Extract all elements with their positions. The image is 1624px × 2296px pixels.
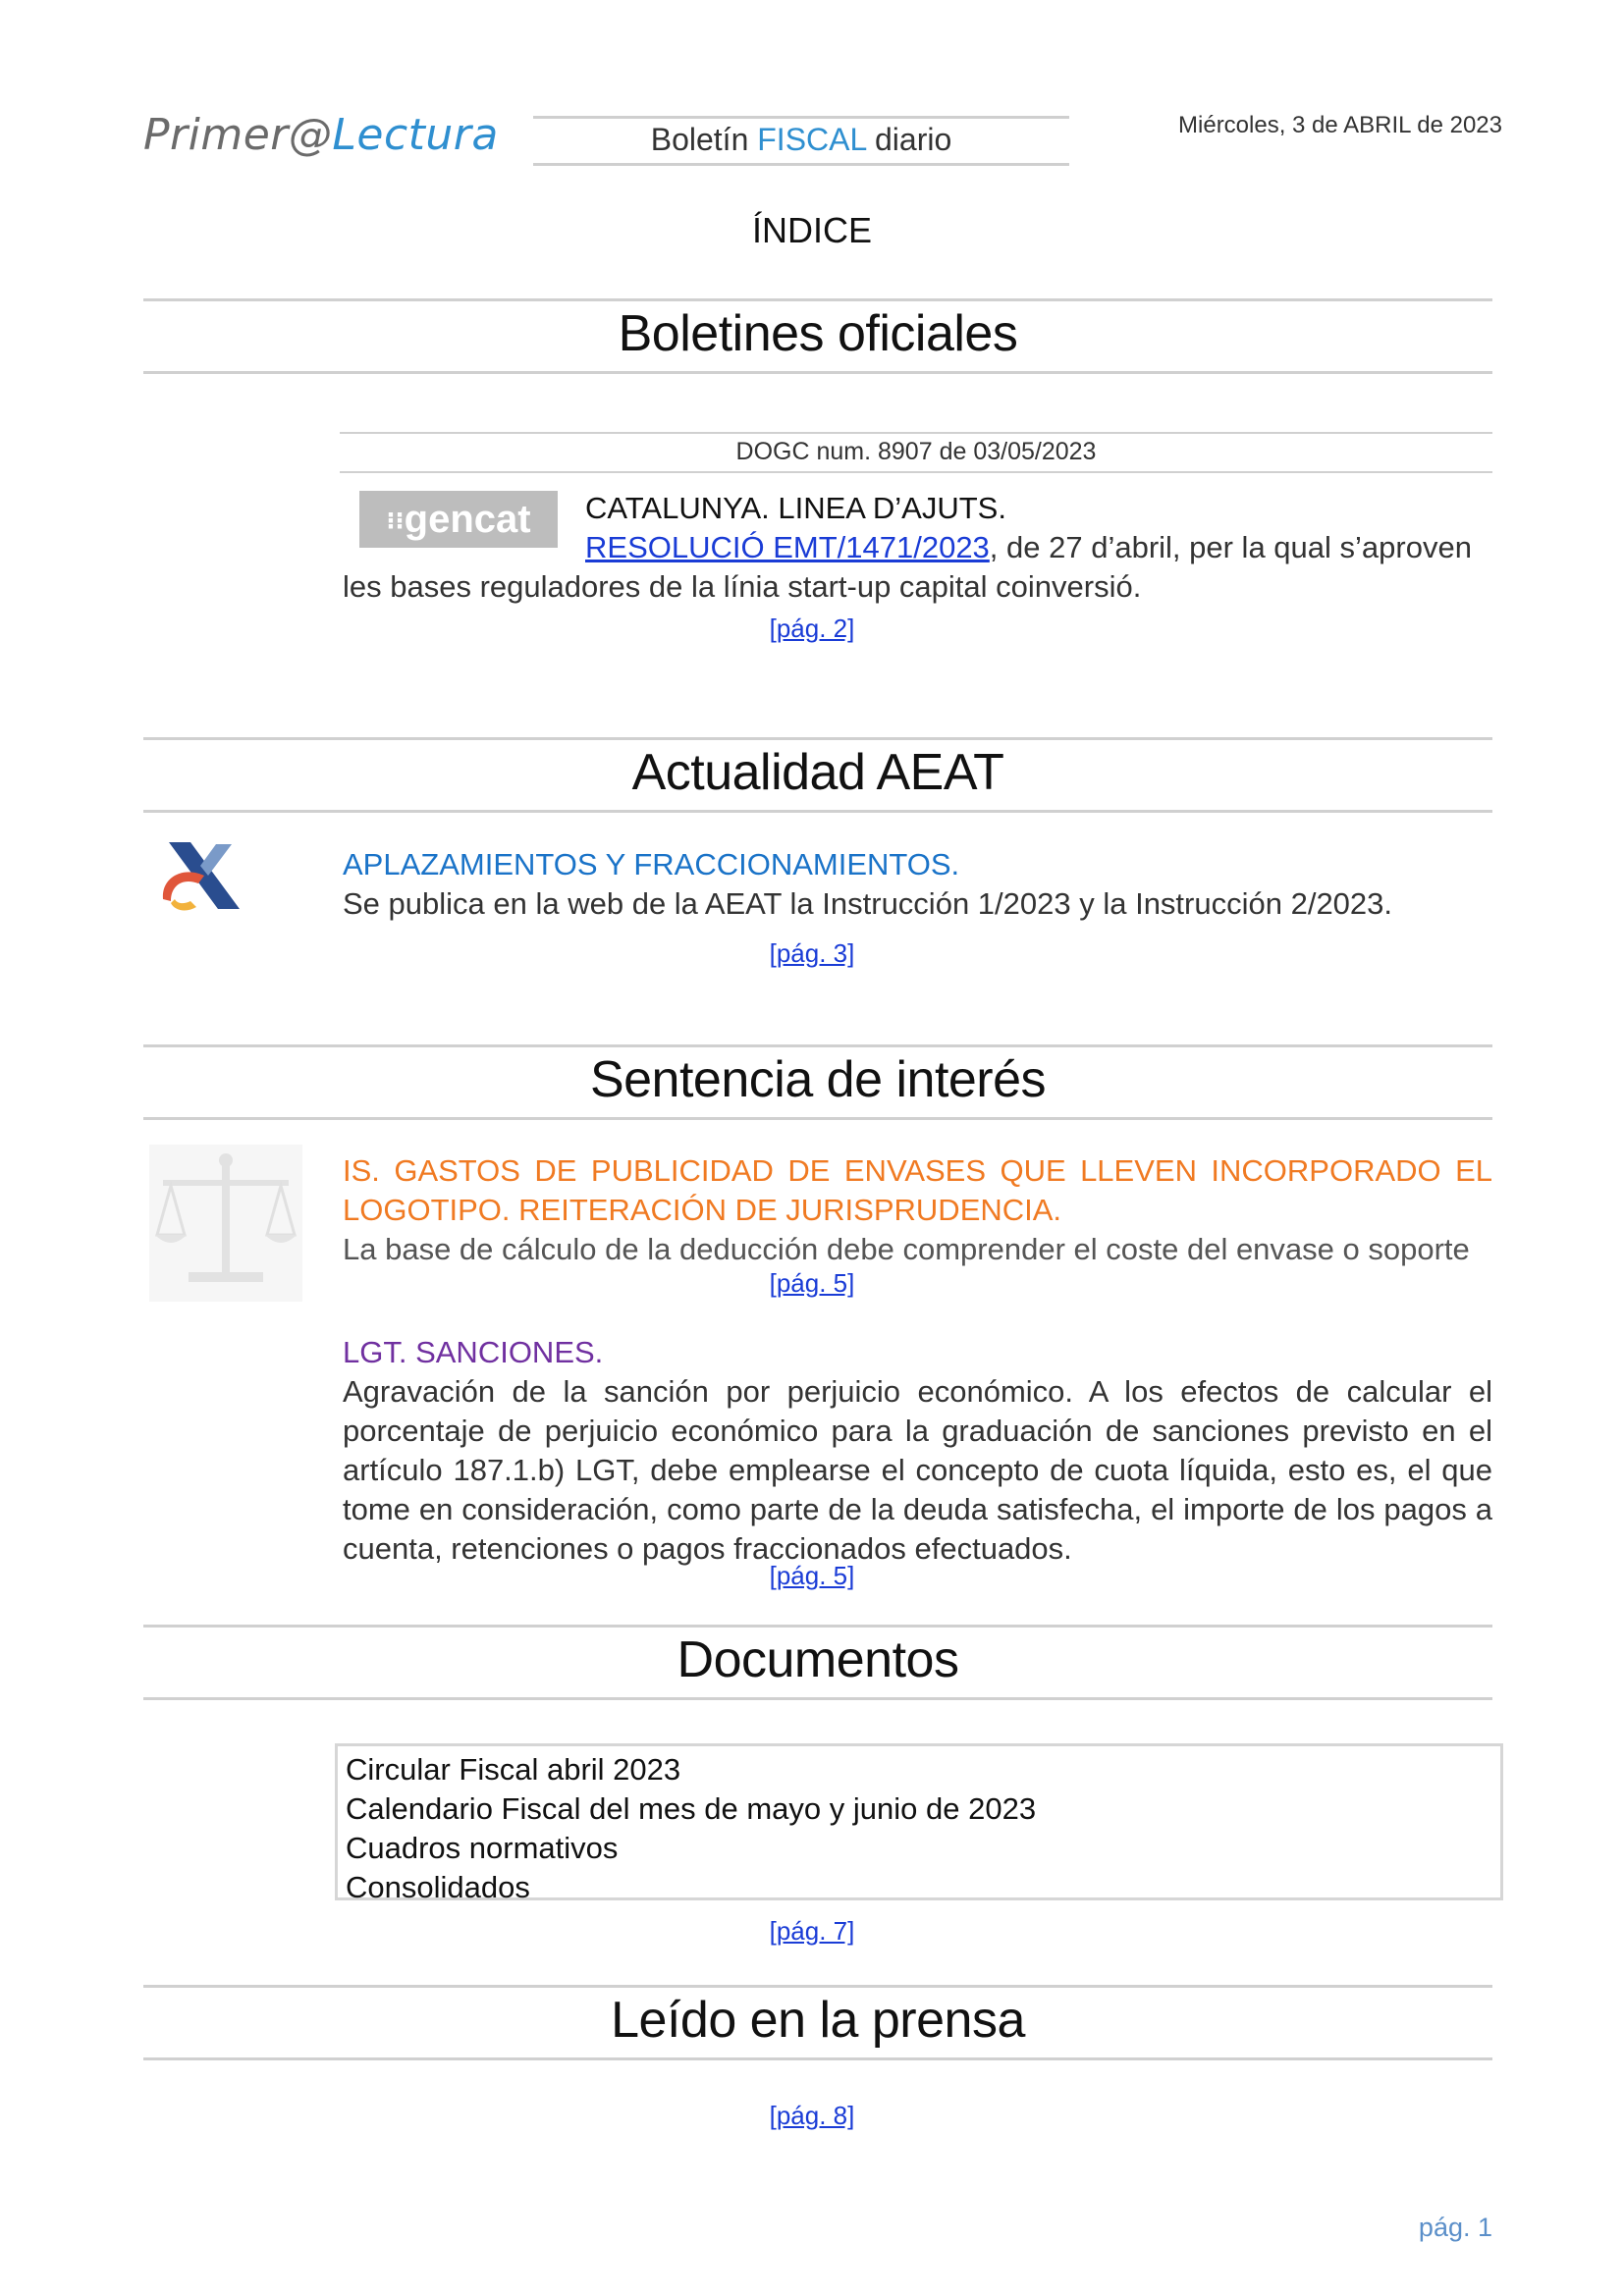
document-item[interactable]: Consolidados bbox=[346, 1870, 530, 1904]
page-ref-link[interactable]: [pág. 2] bbox=[769, 614, 855, 643]
divider bbox=[143, 2057, 1492, 2060]
boletines-body: RESOLUCIÓ EMT/1471/2023, de 27 d’abril, per la qual s’aproven bbox=[585, 530, 1472, 564]
brand-logo bbox=[143, 110, 499, 160]
section-title-sentencia: Sentencia de interés bbox=[589, 1051, 1047, 1108]
section-title-aeat: Actualidad AEAT bbox=[631, 744, 1004, 801]
divider bbox=[143, 1985, 1492, 1988]
bulletin-title-rule-bottom bbox=[533, 163, 1069, 166]
section-title-boletines: Boletines oficiales bbox=[618, 305, 1018, 362]
brand-secondary: Lectura bbox=[332, 110, 499, 160]
resolucio-link[interactable]: RESOLUCIÓ EMT/1471/2023 bbox=[585, 530, 990, 564]
aeat-text: Se publica en la web de la AEAT la Instrucción 1/2023 y la Instrucción 2/2023. bbox=[343, 886, 1393, 921]
sentencia-item2-headline: LGT. SANCIONES. bbox=[343, 1335, 604, 1369]
document-item[interactable]: Calendario Fiscal del mes de mayo y junio de 2023 bbox=[346, 1791, 1037, 1826]
page-ref-link[interactable]: [pág. 8] bbox=[769, 2101, 855, 2130]
divider bbox=[143, 1117, 1492, 1120]
page-ref-link[interactable]: [pág. 5] bbox=[769, 1561, 855, 1590]
section-title-documentos: Documentos bbox=[677, 1631, 959, 1688]
divider bbox=[143, 1625, 1492, 1628]
dogc-rule-bottom bbox=[340, 471, 1492, 473]
bulletin-fiscal: FISCAL bbox=[757, 122, 867, 157]
divider bbox=[143, 810, 1492, 813]
divider bbox=[143, 1697, 1492, 1700]
divider bbox=[143, 298, 1492, 301]
page-ref bbox=[0, 2101, 1624, 2131]
sentencia-item1-text: La base de cálculo de la deducción debe comprender el coste del envase o soporte bbox=[343, 1232, 1470, 1266]
page-ref bbox=[0, 938, 1624, 969]
documents-box bbox=[335, 1743, 1503, 1904]
divider bbox=[143, 1044, 1492, 1047]
gencat-dots-icon: ⁝⁝ bbox=[386, 507, 405, 535]
dogc-source: DOGC num. 8907 de 03/05/2023 bbox=[735, 438, 1097, 465]
boletines-headline: CATALUNYA. LINEA D’AJUTS. bbox=[585, 491, 1006, 525]
brand-primary: Primer@ bbox=[143, 110, 333, 160]
gencat-logo: ⁝⁝gencat bbox=[359, 491, 558, 548]
page-number: pág. 1 bbox=[1418, 2213, 1492, 2242]
sentencia-item1-headline-line1: IS. GASTOS DE PUBLICIDAD DE ENVASES QUE LLEVEN INCORPORADO EL bbox=[343, 1153, 1492, 1188]
section-title-prensa: Leído en la prensa bbox=[611, 1992, 1025, 2049]
aeat-headline: APLAZAMIENTOS Y FRACCIONAMIENTOS. bbox=[343, 847, 960, 881]
bulletin-title-rule-top bbox=[533, 116, 1069, 119]
document-item[interactable]: Cuadros normativos bbox=[346, 1831, 619, 1865]
document-item[interactable]: Circular Fiscal abril 2023 bbox=[346, 1752, 681, 1787]
page-ref-link[interactable]: [pág. 7] bbox=[769, 1916, 855, 1946]
bulletin-title: Boletín FISCAL diario bbox=[650, 122, 952, 157]
dogc-rule-top bbox=[340, 432, 1492, 434]
page-ref bbox=[0, 1561, 1624, 1591]
divider bbox=[143, 371, 1492, 374]
sentencia-item1-headline-line2: LOGOTIPO. REITERACIÓN DE JURISPRUDENCIA. bbox=[343, 1193, 1062, 1227]
sentencia-item2-text: Agravación de la sanción por perjuicio económico. A los efectos de calcular el porcentaje de perjuicio económico para la graduación de sanciones previsto en el artículo 187.1.b) LGT, debe emplearse el concepto de cuota líquida, esto es, el que tome en consideración, como parte de la deuda satisfecha, el importe de los pagos a cuenta, retenciones o pagos fraccionados efectuados. bbox=[343, 1374, 1492, 1566]
page-ref bbox=[0, 1268, 1624, 1299]
boletines-body-line2: les bases reguladores de la línia start-up capital coinversió. bbox=[343, 569, 1142, 604]
aeat-logo-icon bbox=[153, 830, 251, 919]
page-ref-link[interactable]: [pág. 3] bbox=[769, 938, 855, 968]
page-ref bbox=[0, 614, 1624, 644]
divider bbox=[143, 737, 1492, 740]
page-ref-link[interactable]: [pág. 5] bbox=[769, 1268, 855, 1298]
page-ref bbox=[0, 1916, 1624, 1947]
index-title: ÍNDICE bbox=[751, 210, 872, 250]
header-date: Miércoles, 3 de ABRIL de 2023 bbox=[1178, 112, 1502, 138]
